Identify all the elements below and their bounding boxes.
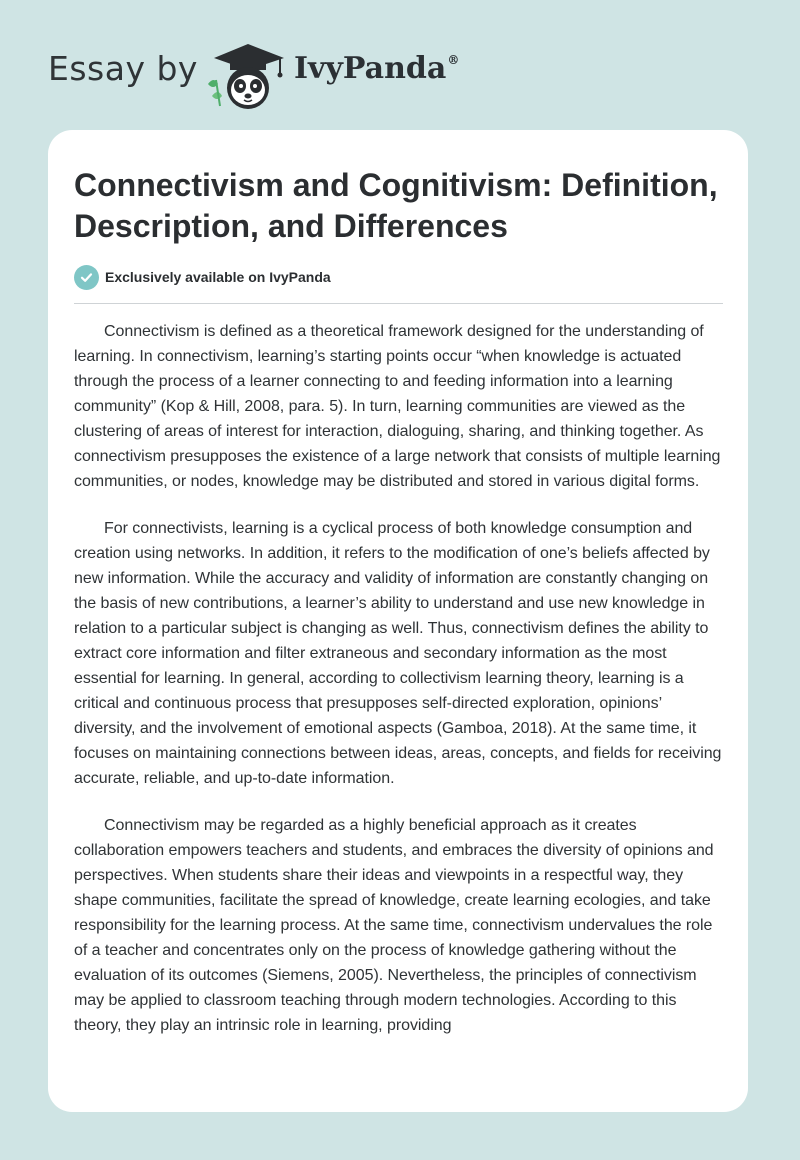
essay-body (74, 319, 724, 1060)
essay-paragraph: Connectivism is defined as a theoretical framework designed for the understanding of learning. In connectivism, learning’s starting points occur “when knowledge is actuated through the process of a learner connecting to and feeding information into a learning community” (Kop & Hill, 2008, para. 5). In turn, learning communities are viewed as the clustering of areas of interest for interaction, dialoguing, sharing, and thinking together. As connectivism presupposes the existence of a large network that consists of multiple learning communities, or nodes, knowledge may be distributed and stored in various digital forms. (74, 323, 721, 490)
title-divider (74, 303, 723, 304)
essay-paragraph: For connectivists, learning is a cyclical process of both knowledge consumption and creation using networks. In addition, it refers to the modification of one’s beliefs affected by new information. While the accuracy and validity of information are constantly changing on the basis of new contributions, a learner’s ability to understand and use new knowledge in relation to a particular subject is changing as well. Thus, connectivism defines the ability to extract core information and filter extraneous and secondary information as the most essential for learning. In general, according to collectivism learning theory, learning is a critical and continuous process that presupposes self-directed exploration, opinions’ diversity, and the involvement of emotional aspects (Gamboa, 2018). At the same time, it focuses on maintaining connections between ideas, areas, concepts, and fields for receiving accurate, reliable, and up-to-date information. (74, 520, 722, 787)
essay-paragraph: Connectivism may be regarded as a highly beneficial approach as it creates collaboration empowers teachers and students, and embraces the diversity of opinions and perspectives. When students share their ideas and viewpoints in a respectful way, they shape communities, facilitate the spread of knowledge, create learning ecologies, and take responsibility for the learning process. At the same time, connectivism undervalues the role of a teacher and concentrates only on the process of knowledge gathering without the evaluation of its outcomes (Siemens, 2005). Nevertheless, the principles of connectivism may be applied to classroom teaching through modern technologies. According to this theory, they play an intrinsic role in learning, providing (74, 817, 714, 1034)
essay-title: Connectivism and Cognitivism: Definition, Description, and Differences (74, 167, 718, 244)
essay-card (48, 130, 748, 1112)
check-circle-icon (74, 265, 99, 290)
exclusive-label: Exclusively available on IvyPanda (105, 269, 331, 285)
panda-logo-icon[interactable] (200, 36, 292, 110)
brand-name[interactable] (294, 51, 458, 86)
exclusive-badge (74, 264, 331, 290)
essay-by-label: Essay by (48, 49, 198, 88)
site-header (0, 0, 800, 130)
registered-mark: ® (447, 53, 460, 67)
brand-name-text: IvyPanda (294, 51, 447, 86)
